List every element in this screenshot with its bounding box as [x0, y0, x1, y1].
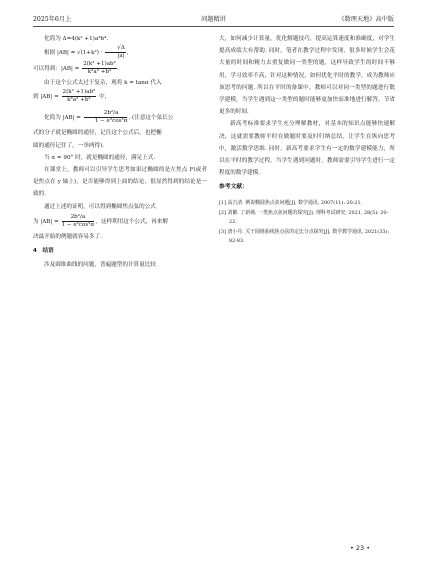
section-heading-conclusion: 4 结语: [33, 248, 54, 255]
formula-chord-k: 可以得到：|AB| = $\frac{\text{2(k² +1)ab²}}{\text{k²a² +b²}}$ .: [33, 61, 120, 76]
reference-item: [2] 刘繁. 了新城. 一类焦点弦问题的探究[J]. 理科考试研究, 2021, 28(5): 20-22.: [219, 209, 389, 226]
fraction: $\frac{\text{2b²/a}}{\text{1 − e²cos²α}}$: [84, 110, 128, 125]
paragraph-final-line2: 决最开始的例题就容易多了.: [33, 233, 102, 240]
formula-substitution: 到 |AB| = $\frac{\text{2(k² +1)ab²}}{\text{k²a² +b²}}$ 中，: [33, 89, 111, 104]
journal-name: 《数理天地》高中版: [338, 16, 394, 23]
references-title: 参考文献：: [219, 184, 248, 191]
fraction: $\frac{\text{2(k² +1)ab²}}{\text{k²a² +b²}}$: [62, 89, 96, 104]
issue-date: 2025年6月上: [33, 16, 72, 23]
fraction: $\frac{√\Delta}{|a|}$: [105, 45, 126, 60]
formula-focal-chord: 化简为 |AB| = $\frac{\text{2b²/a}}{\text{1 − e²cos²α}}$ . (注意这个弦长公: [44, 110, 174, 125]
fraction: $\frac{\text{2(k² +1)ab²}}{\text{k²a² +b²}}$: [83, 61, 116, 76]
page-number: • 23 •: [350, 544, 371, 552]
paragraph-classroom: 在课堂上，教师可以引导学生思考如果过椭圆的是左焦点 F(或者是焦点在 y 轴上)，是否能够得到上面的结论，很显然得到的结论是一致的.: [33, 167, 207, 198]
formula-chord-root: 根据 |AB| = √(1+k²) · $\frac{√\Delta}{|a|}$ ,: [44, 45, 129, 60]
reference-item: [3] 唐小丹. 关于圆锥曲线焦点弦的定比分点探究[J]. 数学教学通讯, 2021(33): 82-83.: [219, 228, 389, 245]
paragraph-conclusion-start: 涉及圆锥曲线的问题，普遍题型的计算量比较: [44, 262, 156, 269]
paragraph-note-line3: 圆的通径记住了，一举两得).: [33, 142, 105, 149]
formula-final: 为 |AB| = $\frac{\text{2b²/a}}{\text{1 − e²cos²α}}$ ，这样利用这个公式，再来解: [33, 213, 169, 228]
paragraph-new-exam: 新高考标准要求学生充分理解教材，对基本的知识点能够快速解决，这就需要教师平时在做题时要及时归纳总结，让学生在纵向思考中，激活数学思维. 同时，新高考要求学生有一定的数学建模能力，所以在平时的教学过程，当学生遇到问题时，教师需要引导学生进行一定程度的数学建模.: [219, 121, 395, 177]
paragraph-latus-rectum: 当 α = 90° 时，就是椭圆的通径，满足上式.: [44, 154, 156, 161]
fraction: $\frac{\text{2b²/a}}{\text{1 − e²cos²α}}$: [61, 213, 95, 228]
left-column: [33, 33, 207, 271]
paragraph-note-line2: 式的分子就是椭圆的通径，记住这个公式后，也把椭: [33, 130, 162, 137]
paragraph-substitution: 由于这个公式太过于复杂，观将 k = tanα 代入: [44, 80, 162, 87]
reference-item: [1] 高吉清. 例说椭圆焦点弦问题[J]. 数学通讯, 2007(11): 20-21.: [219, 200, 363, 207]
paragraph-teaching: 大，如何减少计算量，优化解题技巧，提高运算速度和准确度，对学生提高成绩大有帮助. 同时，笔者在教学过程中发现，很多时候学生会花大量的时间和精力去重复做同一类型的题，这样导致学生的时间不够用，学习效率不高，针对这种情况，如何优化平时的教学，成为教师应该思考的问题. 所以在平时的备课中，教师可以对同一类型的题进行数学建模，当学生遇到这一类型的题时能够更加快而准地进行解答，节省更多的时间.: [219, 36, 395, 116]
formula-delta: 化简为 Δ=4(k² +1)a⁴b⁴.: [44, 36, 109, 42]
section-name: 问题精讲: [201, 16, 226, 23]
page-header: [33, 14, 394, 27]
right-column: [219, 33, 395, 246]
paragraph-proof: 通过上述的证明，可以得到椭圆焦点弦的公式: [44, 203, 156, 210]
